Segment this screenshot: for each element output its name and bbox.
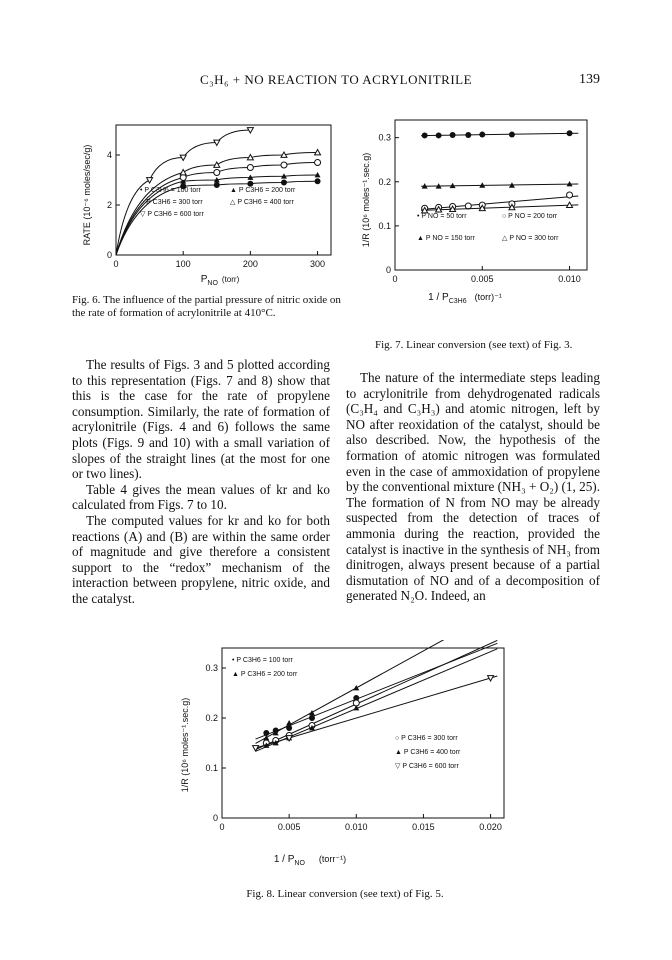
left-paragraph-1: The results of Figs. 3 and 5 plotted according to this representation (Figs. 7 and 8) show that this is the case for the rate of propylene consumption. Similarly, the rate of formation of acrylonitrile (Figs. 4 and 6) follows the same plots (Figs. 9 and 10) with a small variation of slopes of the straight lines (at the most for one or two lines). (72, 357, 330, 482)
x-tick-label: 200 (242, 259, 258, 269)
data-point (465, 132, 471, 138)
legend-entry: ○ P C3H6 = 300 torr (140, 199, 203, 206)
data-point (315, 160, 321, 166)
data-point (286, 720, 292, 725)
data-point (567, 192, 573, 198)
data-point (315, 178, 321, 184)
legend-entry: △ P NO = 300 torr (502, 235, 559, 242)
data-point (422, 132, 428, 138)
legend-entry: △ P C3H6 = 400 torr (230, 199, 294, 206)
running-title: C₃H₆ + NO REACTION TO ACRYLONITRILE (199, 72, 473, 87)
figure-7-chart (355, 110, 605, 340)
fig7-xlabel: $1 / P_{C3H6}$ (torr)⁻¹ (428, 292, 502, 305)
page-number: 139 (579, 72, 600, 87)
data-point (479, 132, 485, 138)
right-paragraph-1: The nature of the intermediate steps leading to acrylonitrile from dehydrogenated radicals (C₃H₄ and C₃H₃) and atomic nitrogen, left by NO after reoxidation of the catalyst, should be also described. Now, the hypothesis of the formation of atomic nitrogen was formulated even in the case of ammoxidation of propylene by the conventional mixture (NH₃ + O₂) (1, 25). The formation of N from NO may be already suspected from the detection of traces of ammonia during the reaction, provided the catalyst is inactive in the synthesis of NH₃ from dinitrogen, always present because of a partial dismutation of NO and of a decomposition of generated N₂O. Indeed, an (346, 370, 600, 604)
x-tick-label: 0 (113, 259, 119, 269)
x-tick-label: 100 (175, 259, 191, 269)
legend-entry: ▲ P C3H6 = 200 torr (230, 187, 296, 194)
y-tick-label: 0 (106, 250, 112, 260)
y-tick-label: 0.2 (205, 713, 218, 723)
x-tick-label: 0.015 (412, 822, 435, 832)
legend-entry: ▲ P C3H6 = 200 torr (232, 671, 298, 678)
legend-entry: ▲ P C3H6 = 400 torr (395, 749, 461, 756)
data-point (214, 170, 220, 176)
data-point (436, 132, 442, 138)
x-tick-label: 0.020 (479, 822, 502, 832)
data-point (567, 130, 573, 136)
legend-entry: ○ P C3H6 = 300 torr (395, 735, 458, 742)
data-point (450, 132, 456, 138)
data-point (247, 165, 253, 171)
x-tick-label: 0.005 (277, 822, 301, 832)
data-point (465, 203, 471, 209)
x-tick-label: 300 (310, 259, 326, 269)
legend-entry: ○ P NO = 200 torr (502, 213, 558, 220)
legend-entry: ▽ P C3H6 = 600 torr (140, 211, 204, 218)
left-column (72, 357, 330, 607)
fig8-ylabel: 1/R (10⁶ moles⁻¹.sec.g) (180, 697, 190, 793)
data-point (281, 162, 287, 168)
x-tick-label: 0 (219, 822, 225, 832)
figure-7-caption: Fig. 7. Linear conversion (see text) of Fig. 3. (375, 339, 573, 351)
data-point (281, 180, 287, 186)
x-tick-label: 0.010 (558, 274, 581, 284)
legend-entry: • P C3H6 = 100 torr (140, 187, 201, 194)
y-tick-label: 2 (106, 200, 112, 210)
x-tick-label: 0 (392, 274, 398, 284)
y-tick-label: 0.1 (205, 763, 218, 773)
series-fit-line (256, 676, 498, 748)
y-tick-label: 0 (385, 265, 391, 275)
legend-entry: • P NO = 50 torr (417, 213, 467, 220)
data-point (180, 170, 186, 175)
data-point (309, 715, 315, 721)
right-column (346, 370, 600, 604)
series-fit-line (421, 184, 578, 186)
data-point (147, 178, 153, 183)
x-tick-label: 0.010 (345, 822, 368, 832)
x-tick-label: 0.005 (471, 274, 494, 284)
y-tick-label: 0 (212, 813, 218, 823)
figure-6-caption: Fig. 6. The influence of the partial pressure of nitric oxide on the rate of formation of acrylonitrile at 410°C. (72, 294, 341, 319)
fig8-xlabel: $1 / P_{NO}$ (torr⁻¹) (273, 854, 347, 867)
data-point (214, 182, 220, 188)
fig7-ylabel: 1/R (10⁶ moles⁻¹.sec.g) (361, 152, 371, 248)
legend-entry: ▽ P C3H6 = 600 torr (395, 763, 459, 770)
running-header (0, 72, 672, 92)
y-tick-label: 0.3 (378, 132, 391, 143)
data-point (353, 685, 359, 690)
data-point (509, 132, 515, 138)
left-paragraph-3: The computed values for kr and ko for both reactions (A) and (B) are within the same order of magnitude and give therefore a consistent support to the “redox” mechanism of the interaction between propylene, nitric oxide, and the catalyst. (72, 512, 330, 606)
y-tick-label: 0.1 (378, 220, 391, 231)
figure-8-chart (170, 640, 520, 880)
y-tick-label: 0.3 (205, 663, 218, 673)
legend-entry: ▲ P NO = 150 torr (417, 235, 475, 242)
series-fit-line (421, 133, 578, 135)
left-paragraph-2: Table 4 gives the mean values of kr and ko calculated from Figs. 7 to 10. (72, 481, 330, 513)
legend-entry: • P C3H6 = 100 torr (232, 657, 293, 664)
figure-8-caption: Fig. 8. Linear conversion (see text) of Fig. 5. (246, 888, 444, 900)
fig6-ylabel: RATE (10⁻⁶ moles/sec/g) (82, 144, 92, 246)
y-tick-label: 4 (106, 150, 112, 160)
figure-6-chart (80, 110, 350, 290)
fig6-xlabel: $P_{NO}$ $^{(torr)}$ (200, 274, 240, 287)
y-tick-label: 0.2 (378, 176, 391, 187)
data-point (247, 181, 253, 187)
